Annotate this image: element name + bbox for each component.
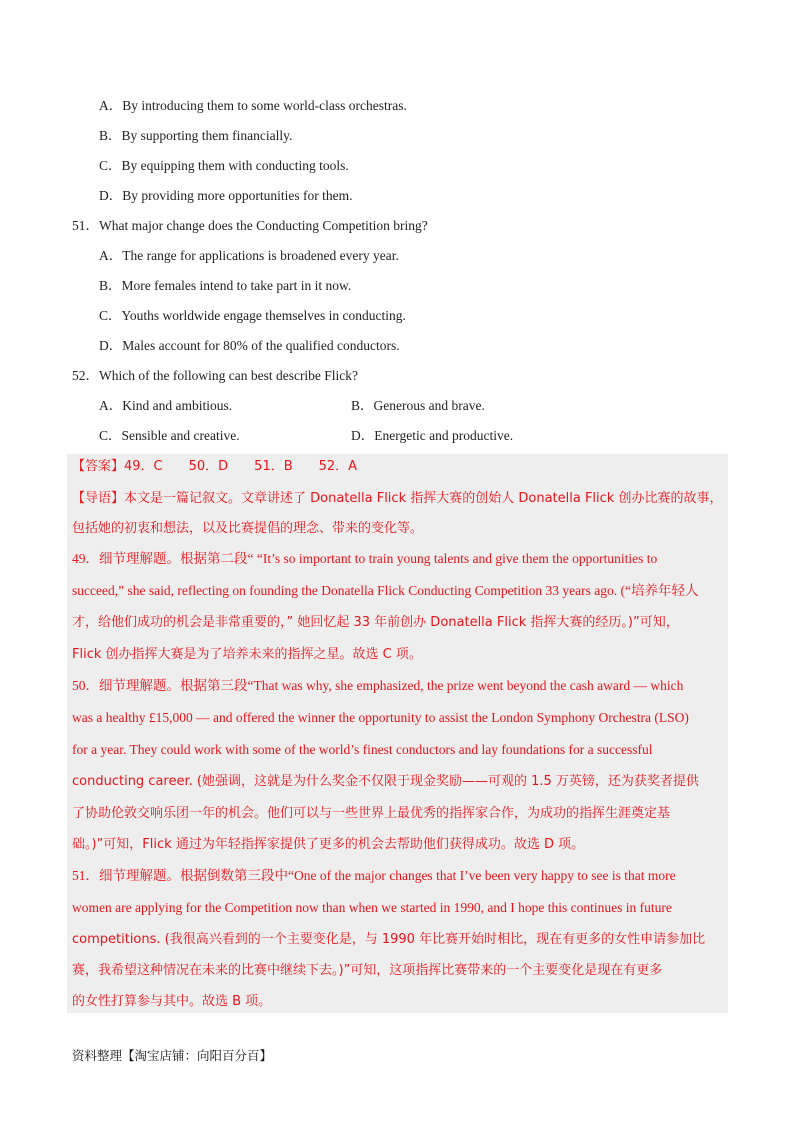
- explanation-51-line-4: 赛，我希望这种情况在未来的比赛中继续下去。)”可知，这项指挥比赛带来的一个主要变化是现在有更多: [72, 963, 663, 978]
- explanation-50-line-4: conducting career. (她强调，这就是为什么奖金不仅限于现金奖励——可观的 1.5 万英镑，还为获奖者提供: [72, 774, 699, 789]
- explanation-50-line-3: for a year. They could work with some of the world’s finest conductors and lay foundations for a successful: [72, 742, 653, 757]
- explanation-50-line-5: 了协助伦敦交响乐团一年的机会。他们可以与一些世界上最优秀的指挥家合作，为成功的指挥生涯奠定基: [72, 806, 671, 821]
- q51-stem: 51．What major change does the Conducting Competition bring?: [72, 218, 428, 233]
- q50-option-a: A．By introducing them to some world-class orchestras.: [99, 98, 407, 113]
- q52-stem: 52．Which of the following can best describe Flick?: [72, 368, 359, 383]
- explanation-49-line-3: 才，给他们成功的机会是非常重要的，” 她回忆起 33 年前创办 Donatella Flick 指挥大赛的经历。)”可知，: [72, 615, 679, 630]
- explanation-49-line-2: succeed,” she said, reflecting on founding the Donatella Flick Conducting Competition 33 years ago. (“培养年轻人: [72, 583, 699, 598]
- q50-option-b: B．By supporting them financially.: [99, 128, 293, 143]
- explanation-49-line-1: 49．细节理解题。根据第二段“ “It’s so important to train young talents and give them the opportunities to: [72, 551, 658, 566]
- q50-option-c: C．By equipping them with conducting tools.: [99, 158, 349, 173]
- explanation-50-line-6: 础。)”可知，Flick 通过为年轻指挥家提供了更多的机会去帮助他们获得成功。故选 D 项。: [72, 837, 585, 852]
- q52-option-d: D．Energetic and productive.: [351, 428, 514, 443]
- guide-line-1: 【导语】本文是一篇记叙文。文章讲述了 Donatella Flick 指挥大赛的创始人 Donatella Flick 创办比赛的故事，: [72, 491, 723, 506]
- explanation-51-line-2: women are applying for the Competition now than when we started in 1990, and I hope this continues in future: [72, 900, 672, 915]
- q50-option-d: D．By providing more opportunities for them.: [99, 188, 353, 203]
- explanation-51-line-3: competitions. (我很高兴看到的一个主要变化是，与 1990 年比赛开始时相比，现在有更多的女性申请参加比: [72, 932, 706, 947]
- page-footer: 资料整理【淘宝店铺：向阳百分百】: [72, 1048, 273, 1063]
- q52-option-a: A．Kind and ambitious.: [99, 398, 233, 413]
- guide-line-2: 包括她的初衷和想法，以及比赛提倡的理念、带来的变化等。: [72, 521, 424, 536]
- q51-option-c: C．Youths worldwide engage themselves in conducting.: [99, 308, 406, 323]
- explanation-50-line-1: 50．细节理解题。根据第三段“That was why, she emphasized, the prize went beyond the cash award — which: [72, 678, 684, 693]
- q51-option-b: B．More females intend to take part in it now.: [99, 278, 352, 293]
- explanation-50-line-2: was a healthy £15,000 — and offered the winner the opportunity to assist the London Symphony Orchestra (LSO): [72, 710, 689, 725]
- q52-option-c: C．Sensible and creative.: [99, 428, 240, 443]
- q52-option-b: B．Generous and brave.: [351, 398, 485, 413]
- q51-option-d: D．Males account for 80% of the qualified conductors.: [99, 338, 400, 353]
- explanation-51-line-1: 51．细节理解题。根据倒数第三段中“One of the major changes that I’ve been very happy to see is that more: [72, 868, 676, 883]
- explanation-49-line-4: Flick 创办指挥大赛是为了培养未来的指挥之星。故选 C 项。: [72, 647, 422, 662]
- answer-key: 【答案】49．C 50．D 51．B 52．A: [72, 459, 358, 474]
- explanation-51-line-5: 的女性打算参与其中。故选 B 项。: [72, 994, 272, 1009]
- q51-option-a: A．The range for applications is broadened every year.: [99, 248, 399, 263]
